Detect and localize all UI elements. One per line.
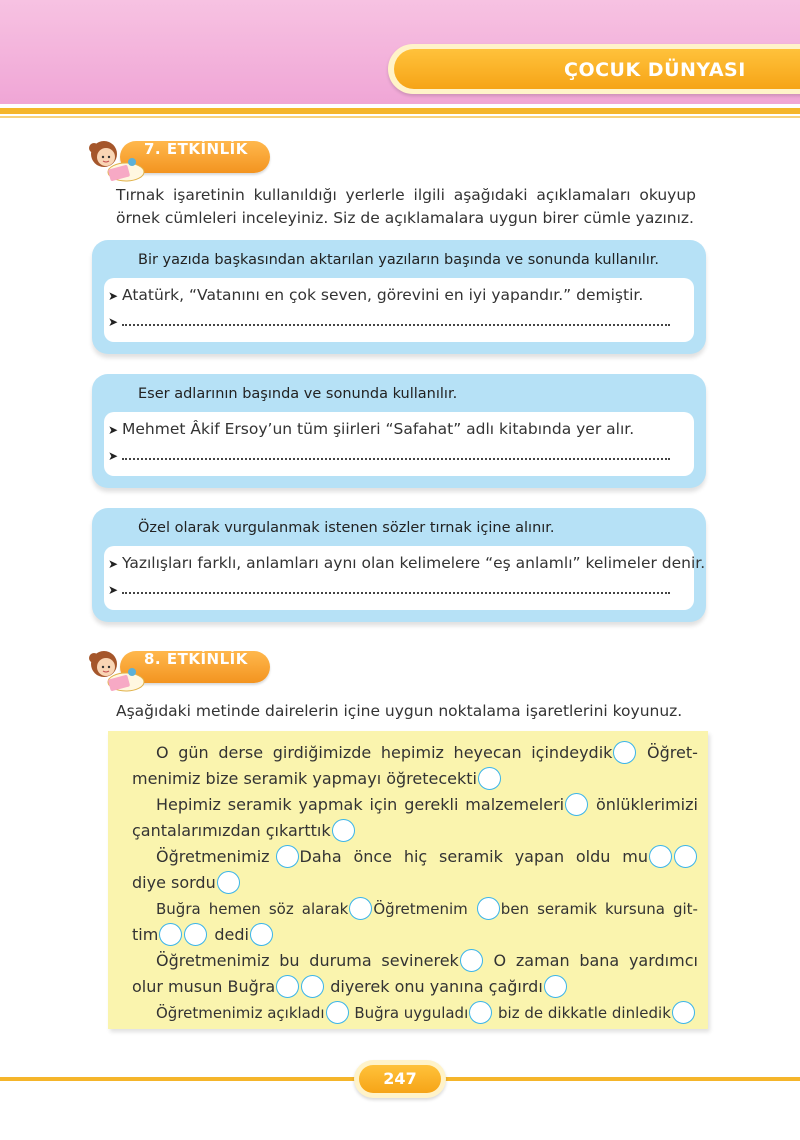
reading-girl-icon — [76, 134, 146, 184]
word: diyerek — [330, 977, 390, 996]
word: malzemeleri — [465, 795, 565, 814]
text-line-9 — [156, 949, 698, 972]
info-box-1-content — [104, 278, 694, 342]
text-line-7 — [156, 897, 698, 920]
section-banner — [388, 44, 800, 94]
word: onu — [394, 977, 425, 996]
word: seramik — [227, 795, 292, 814]
word: zaman — [515, 951, 570, 970]
word: yanına — [429, 977, 484, 996]
punctuation-circle[interactable] — [217, 871, 240, 894]
word: hemen — [208, 899, 261, 918]
word: içindeydik — [531, 743, 613, 762]
word: önlüklerimizi — [596, 795, 698, 814]
text-segment: biz de dikkatle dinledik — [498, 1003, 671, 1022]
example-sentence: Atatürk, “Vatanını en çok seven, görevini en iyi yapandır.” demiştir. — [122, 286, 644, 304]
word: gün — [178, 743, 209, 762]
word: oldu — [575, 847, 611, 866]
punctuation-circle[interactable] — [478, 767, 501, 790]
word: dedi — [214, 925, 249, 944]
word: Hepimiz — [156, 795, 221, 814]
info-box-3 — [92, 508, 706, 622]
punctuation-circle[interactable] — [477, 897, 500, 920]
word: gerekli — [404, 795, 459, 814]
punctuation-circle[interactable] — [674, 845, 697, 868]
info-box-1 — [92, 240, 706, 354]
punctuation-circle[interactable] — [649, 845, 672, 868]
punctuation-circle[interactable] — [349, 897, 372, 920]
word: Öğretmenim — [373, 899, 468, 918]
punctuation-circle[interactable] — [332, 819, 355, 842]
word: Öğretmenimiz — [156, 847, 270, 866]
arrow-right-icon: ➤ — [108, 449, 119, 463]
word: söz — [268, 899, 294, 918]
activity-8-label: 8. ETKİNLİK — [144, 650, 248, 668]
example-line-2 — [108, 420, 690, 438]
punctuation-circle[interactable] — [544, 975, 567, 998]
word: duruma — [309, 951, 372, 970]
answer-line-1[interactable] — [108, 312, 690, 330]
text-segment: diye sordu — [132, 873, 216, 892]
word: musun — [168, 977, 223, 996]
info-box-2 — [92, 374, 706, 488]
activity-7-instruction: Tırnak işaretinin kullanıldığı yerlerle ilgili aşağıdaki açıklamaları okuyup örnek cümleleri inceleyiniz. Siz de açıklamalara uygun birer cümle yazınız. — [116, 186, 696, 227]
info-box-3-content — [104, 546, 706, 610]
punctuation-circle[interactable] — [672, 1001, 695, 1024]
word: mu — [622, 847, 648, 866]
word: kursuna — [605, 899, 665, 918]
word: Buğra — [156, 899, 201, 918]
text-line-1 — [156, 741, 698, 764]
punctuation-circle[interactable] — [565, 793, 588, 816]
word: heyecan — [453, 743, 522, 762]
word: O — [156, 743, 169, 762]
example-line-3 — [108, 554, 706, 572]
text-line-3 — [156, 793, 698, 816]
punctuation-circle[interactable] — [301, 975, 324, 998]
section-banner-fill — [394, 49, 800, 89]
section-title: ÇOCUK DÜNYASI — [564, 59, 746, 81]
text-segment: Öğretmenimiz açıkladı — [156, 1003, 325, 1022]
reading-girl-icon — [76, 644, 146, 694]
text-line-10 — [132, 975, 698, 998]
word: tim — [132, 925, 159, 944]
word: derse — [218, 743, 264, 762]
info-box-1-title: Bir yazıda başkasından aktarılan yazıların başında ve sonunda kullanılır. — [138, 252, 660, 268]
word: bana — [579, 951, 620, 970]
answer-line-3[interactable] — [108, 580, 690, 598]
punctuation-exercise-box — [108, 731, 708, 1029]
word: O — [493, 951, 507, 970]
word: sevinerek — [381, 951, 459, 970]
text-line-8 — [132, 923, 698, 946]
text-segment: menimiz bize seramik yapmayı öğretecekti — [132, 769, 477, 788]
punctuation-circle[interactable] — [613, 741, 636, 764]
text-segment: Buğra uyguladı — [354, 1003, 469, 1022]
activity-7-header — [76, 134, 276, 184]
word: yapan — [514, 847, 565, 866]
arrow-right-icon: ➤ — [108, 315, 119, 329]
word: Buğra — [227, 977, 276, 996]
punctuation-circle[interactable] — [276, 845, 299, 868]
text-line-2 — [132, 767, 698, 790]
word: alarak — [301, 899, 349, 918]
word: önce — [353, 847, 393, 866]
arrow-right-icon: ➤ — [108, 289, 119, 303]
text-line-6 — [132, 871, 698, 894]
word: yardımcı — [628, 951, 698, 970]
text-line-11 — [156, 1001, 698, 1024]
word: çağırdı — [488, 977, 543, 996]
info-box-3-title: Özel olarak vurgulanmak istenen sözler tırnak içine alınır. — [138, 520, 555, 536]
page-number: 247 — [359, 1065, 441, 1093]
example-sentence: Mehmet Âkif Ersoy’un tüm şiirleri “Safahat” adlı kitabında yer alır. — [122, 420, 635, 438]
arrow-right-icon: ➤ — [108, 583, 119, 597]
word: Öğretmenimiz — [156, 951, 270, 970]
word: bu — [279, 951, 300, 970]
word: olur — [132, 977, 163, 996]
word: yapmak — [298, 795, 363, 814]
word: seramik — [537, 899, 597, 918]
answer-line-2[interactable] — [108, 446, 690, 464]
header-divider — [0, 108, 800, 114]
punctuation-circle[interactable] — [184, 923, 207, 946]
dotted-answer-line[interactable] — [122, 312, 670, 326]
header-divider-thin — [0, 116, 800, 118]
activity-8-instruction: Aşağıdaki metinde dairelerin içine uygun noktalama işaretlerini koyunuz. — [116, 702, 683, 720]
word: Daha — [299, 847, 342, 866]
activity-7-label: 7. ETKİNLİK — [144, 140, 248, 158]
arrow-right-icon: ➤ — [108, 423, 119, 437]
word: girdiğimizde — [272, 743, 372, 762]
arrow-right-icon: ➤ — [108, 557, 119, 571]
word: ben — [500, 899, 530, 918]
punctuation-circle[interactable] — [159, 923, 182, 946]
punctuation-circle[interactable] — [326, 1001, 349, 1024]
info-box-2-title: Eser adlarının başında ve sonunda kullanılır. — [138, 386, 458, 402]
word: seramik — [439, 847, 503, 866]
word: hepimiz — [380, 743, 444, 762]
punctuation-circle[interactable] — [276, 975, 299, 998]
text-segment: çantalarımızdan çıkarttık — [132, 821, 331, 840]
dotted-answer-line[interactable] — [122, 446, 670, 460]
info-box-2-content — [104, 412, 694, 476]
word-with-circle — [531, 741, 637, 764]
text-line-4 — [132, 819, 698, 842]
punctuation-circle[interactable] — [460, 949, 483, 972]
activity-8-header — [76, 644, 276, 694]
example-sentence: Yazılışları farklı, anlamları aynı olan kelimelere “eş anlamlı” kelimeler denir. — [122, 554, 706, 572]
word: git- — [672, 899, 698, 918]
punctuation-circle[interactable] — [250, 923, 273, 946]
word: Öğret- — [647, 743, 698, 762]
text-line-5 — [156, 845, 698, 868]
punctuation-circle[interactable] — [469, 1001, 492, 1024]
page-number-badge — [354, 1060, 446, 1098]
dotted-answer-line[interactable] — [122, 580, 670, 594]
word: hiç — [403, 847, 428, 866]
example-line-1 — [108, 286, 690, 304]
word: için — [369, 795, 398, 814]
